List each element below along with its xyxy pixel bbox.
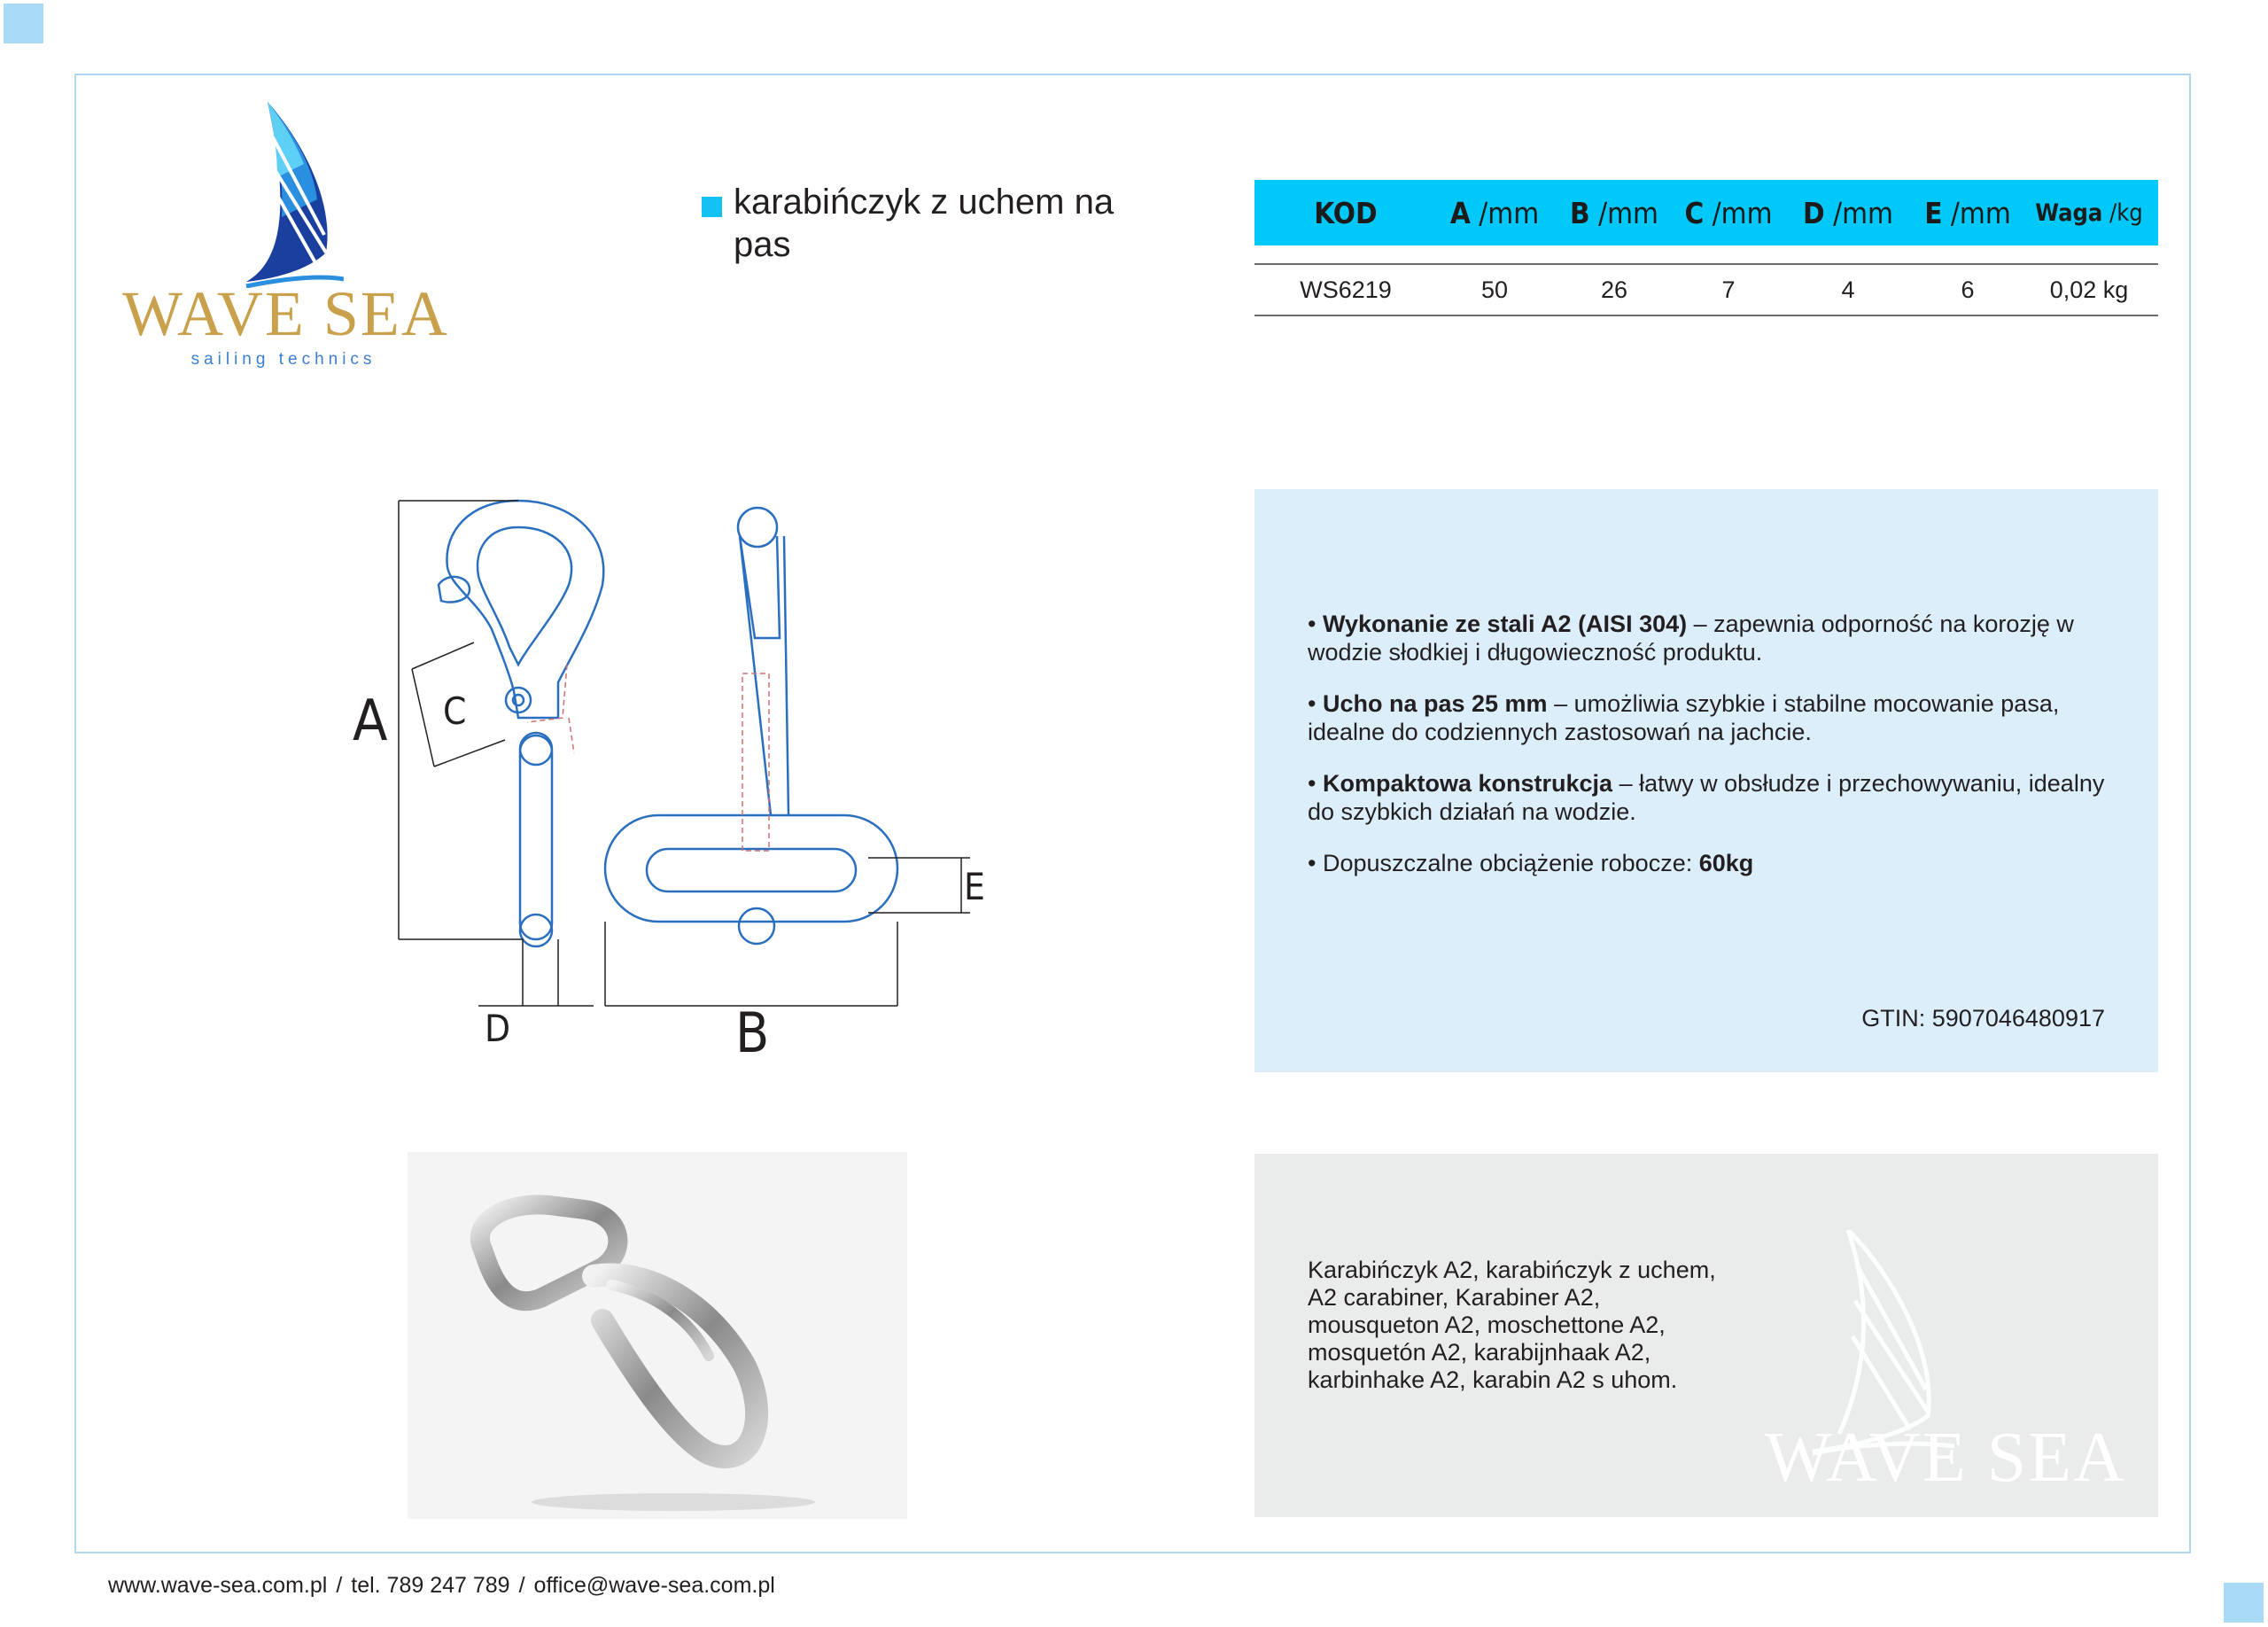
cell-kod: WS6219 [1300, 276, 1392, 303]
footer-website-link[interactable]: www.wave-sea.com.pl [108, 1573, 328, 1598]
brand-watermark: WAVE SEA [1765, 1419, 2126, 1497]
cell-waga: 0,02 kg [2049, 276, 2129, 303]
header-c: C /mm [1684, 195, 1773, 230]
list-item: Karabińczyk A2, karabińczyk z uchem, [1308, 1257, 1716, 1283]
feature-list [1308, 610, 2123, 900]
list-item: mosquetón A2, karabijnhaak A2, [1308, 1339, 1651, 1366]
brand-logo [115, 102, 456, 377]
list-item: A2 carabiner, Karabiner A2, [1308, 1284, 1601, 1311]
dimension-label-e: E [964, 865, 985, 908]
dimension-label-d: D [485, 1007, 511, 1050]
footer-separator: / [336, 1573, 343, 1598]
carabiner-photo-icon [408, 1152, 907, 1519]
cell-d: 4 [1841, 276, 1855, 303]
list-item: mousqueton A2, moschettone A2, [1308, 1312, 1666, 1338]
list-item: karbinhake A2, karabin A2 s uhom. [1308, 1366, 1678, 1393]
footer-contact [108, 1573, 775, 1599]
table-row [1254, 265, 2158, 315]
header-kod: KOD [1314, 195, 1378, 230]
table-rule [1254, 315, 2158, 316]
brand-tagline: sailing technics [190, 350, 377, 369]
cell-e: 6 [1961, 276, 1975, 303]
header-waga: Waga /kg [2035, 199, 2143, 227]
dimension-label-b: B [735, 1000, 770, 1065]
feature-item: • Ucho na pas 25 mm – umożliwia szybkie i stabilne mocowanie pasa, idealne do codziennych zastosowań na jachcie. [1308, 690, 2060, 745]
gtin-code: GTIN: 5907046480917 [1861, 1005, 2105, 1031]
header-b: B /mm [1570, 195, 1658, 230]
keywords-box [1254, 1154, 2158, 1517]
footer-separator: / [518, 1573, 525, 1598]
feature-box [1254, 489, 2158, 1072]
spec-table-header [1254, 180, 2158, 245]
cell-c: 7 [1721, 276, 1736, 303]
title-bullet-square [702, 197, 722, 217]
keyword-list [1308, 1257, 1804, 1394]
corner-square-bottom-right [2224, 1583, 2264, 1623]
carabiner-drawing-icon [337, 496, 1010, 1081]
sail-logo-icon [229, 102, 344, 288]
feature-item: • Dopuszczalne obciążenie robocze: 60kg [1308, 850, 1754, 876]
header-a: A /mm [1449, 195, 1540, 230]
header-d: D /mm [1803, 195, 1893, 230]
product-photo [408, 1152, 907, 1519]
cell-b: 26 [1600, 276, 1628, 303]
feature-item: • Wykonanie ze stali A2 (AISI 304) – zapewnia odporność na korozję w wodzie słodkiej i długowieczność produktu. [1308, 611, 2074, 666]
spec-table [1254, 180, 2158, 316]
feature-item: • Kompaktowa konstrukcja – łatwy w obsłudze i przechowywaniu, idealny do szybkich działań na wodzie. [1308, 770, 2105, 825]
dimension-label-a: A [353, 689, 388, 754]
footer-email-link[interactable]: office@wave-sea.com.pl [533, 1573, 775, 1598]
product-title: karabińczyk z uchem na pas [734, 183, 1115, 264]
cell-a: 50 [1480, 276, 1509, 303]
dimension-label-c: C [443, 689, 467, 733]
corner-square-top-left [4, 4, 43, 43]
technical-drawing [337, 496, 1010, 1081]
header-e: E /mm [1924, 195, 2011, 230]
footer-phone[interactable]: tel. 789 247 789 [351, 1573, 510, 1598]
brand-name: WAVE SEA [122, 278, 449, 349]
